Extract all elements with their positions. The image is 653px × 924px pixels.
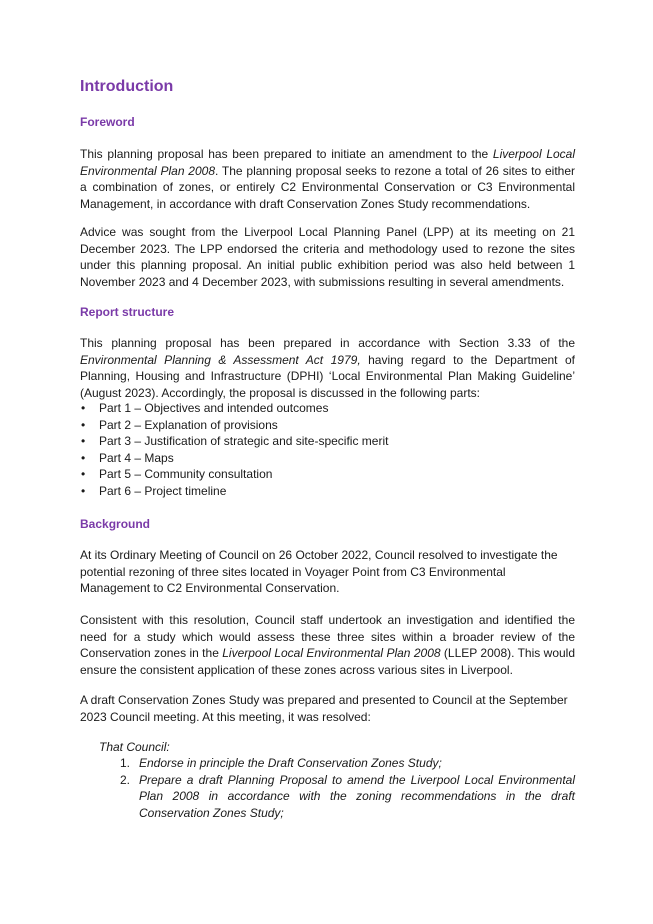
list-item: • Part 5 – Community consultation [81, 467, 273, 482]
bullet-icon: • [81, 467, 86, 482]
list-item: • Part 1 – Objectives and intended outcomes [81, 401, 329, 415]
list-item: 2. Prepare a draft Planning Proposal to amend the Liverpool Local Environmental Plan 2008 in accordance with the zoning recommendations in the draft Conservation Zones Study; [120, 772, 575, 820]
bullet-icon: • [81, 450, 86, 465]
background-paragraph-2: Consistent with this resolution, Council staff undertook an investigation and identified the need for a study which would assess these three sites within a broader review of the Conservation zones in the Liverpool Local Environmental Plan 2008 (LLEP 2008). This would ensure the consistent application of these zones across various sites in Liverpool. [80, 613, 576, 677]
bullet-icon: • [81, 483, 86, 498]
foreword-paragraph-2: Advice was sought from the Liverpool Local Planning Panel (LPP) at its meeting on 21 December 2023. The LPP endorsed the criteria and methodology used to rezone the sites under this planning proposal. An initial public exhibition period was also held between 1 November 2023 and 4 December 2023, with submissions resulting in several amendments. [80, 225, 575, 289]
background-paragraph-1: At its Ordinary Meeting of Council on 26 October 2022, Council resolved to investigate the potential rezoning of three sites located in Voyager Point from C3 Environmental Management to C2 Environmental Conservation. [80, 548, 558, 596]
report-structure-heading: Report structure [80, 305, 175, 319]
report-structure-paragraph: This planning proposal has been prepared in accordance with Section 3.33 of the Environmental Planning & Assessment Act 1979, having regard to the Department of Planning, Housing and Infrastructure (DPHI) ‘Local Environmental Plan Making Guideline’ (August 2023). Accordingly, the proposal is discussed in the following parts: [80, 336, 575, 400]
list-item: • Part 6 – Project timeline [81, 483, 227, 498]
resolution-intro: That Council: [99, 740, 170, 754]
report-parts-list [80, 400, 388, 500]
background-heading: Background [80, 517, 151, 531]
resolution-list [120, 755, 575, 821]
bullet-icon: • [81, 401, 86, 415]
background-paragraph-3: A draft Conservation Zones Study was prepared and presented to Council at the September 2023 Council meeting. At this meeting, it was resolved: [80, 693, 568, 724]
list-item: • Part 2 – Explanation of provisions [81, 417, 278, 432]
foreword-heading: Foreword [80, 115, 135, 129]
list-item: • Part 4 – Maps [81, 450, 174, 465]
page-title: Introduction [80, 78, 174, 95]
bullet-icon: • [81, 434, 86, 449]
bullet-icon: • [81, 417, 86, 432]
list-item: • Part 3 – Justification of strategic and site-specific merit [81, 434, 389, 449]
foreword-paragraph-1: This planning proposal has been prepared to initiate an amendment to the Liverpool Local Environmental Plan 2008. The planning proposal seeks to rezone a total of 26 sites to either a combination of zones, or entirely C2 Environmental Conservation or C3 Environmental Management, in accordance with draft Conservation Zones Study recommendations. [80, 147, 576, 211]
list-item: 1. Endorse in principle the Draft Conservation Zones Study; [120, 756, 442, 770]
